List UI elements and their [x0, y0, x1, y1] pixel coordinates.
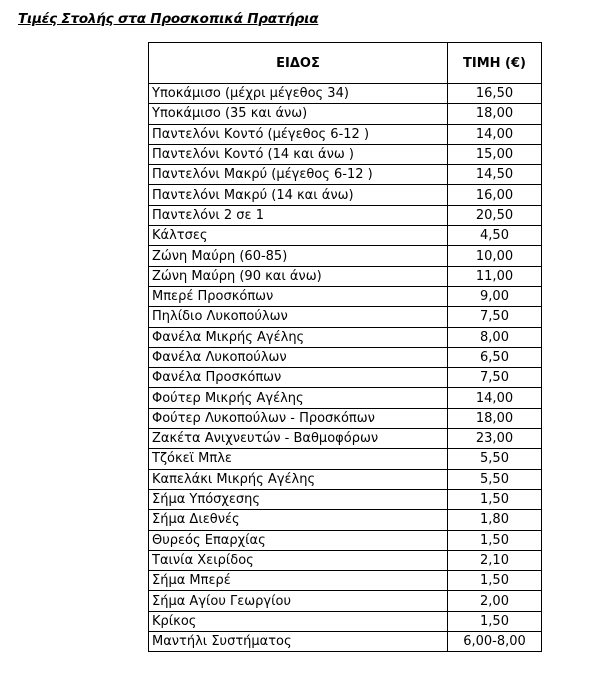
- table-row: [149, 165, 542, 185]
- table-body: [149, 84, 542, 652]
- item-price-cell: 14,50: [448, 165, 542, 185]
- item-name-cell: Υποκάμισο (μέχρι μέγεθος 34): [149, 84, 448, 104]
- item-name-cell: Ζώνη Μαύρη (60-85): [149, 246, 448, 266]
- item-price-cell: 18,00: [448, 408, 542, 428]
- item-name-cell: Παντελόνι Μακρύ (14 και άνω): [149, 185, 448, 205]
- table-row: [149, 368, 542, 388]
- item-price-cell: 14,00: [448, 124, 542, 144]
- item-name-cell: Σήμα Υπόσχεσης: [149, 489, 448, 509]
- table-row: [149, 84, 542, 104]
- item-price-cell: 18,00: [448, 104, 542, 124]
- item-price-cell: 5,50: [448, 449, 542, 469]
- table-row: [149, 530, 542, 550]
- table-row: [149, 632, 542, 652]
- table-row: [149, 388, 542, 408]
- item-name-cell: Σήμα Αγίου Γεωργίου: [149, 591, 448, 611]
- item-name-cell: Παντελόνι Κοντό (14 και άνω ): [149, 144, 448, 164]
- table-row: [149, 550, 542, 570]
- table-row: [149, 429, 542, 449]
- table-row: [149, 327, 542, 347]
- item-price-cell: 9,00: [448, 286, 542, 306]
- item-price-cell: 23,00: [448, 429, 542, 449]
- item-price-cell: 16,00: [448, 185, 542, 205]
- item-price-cell: 14,00: [448, 388, 542, 408]
- item-name-cell: Σήμα Διεθνές: [149, 510, 448, 530]
- item-name-cell: Φούτερ Μικρής Αγέλης: [149, 388, 448, 408]
- item-name-cell: Τζόκεϊ Μπλε: [149, 449, 448, 469]
- item-name-cell: Θυρεός Επαρχίας: [149, 530, 448, 550]
- table-row: [149, 510, 542, 530]
- item-price-cell: 10,00: [448, 246, 542, 266]
- column-header-item: ΕΙΔΟΣ: [149, 43, 448, 84]
- item-price-cell: 1,50: [448, 571, 542, 591]
- item-price-cell: 8,00: [448, 327, 542, 347]
- item-name-cell: Υποκάμισο (35 και άνω): [149, 104, 448, 124]
- item-name-cell: Παντελόνι 2 σε 1: [149, 205, 448, 225]
- item-price-cell: 4,50: [448, 226, 542, 246]
- table-row: [149, 246, 542, 266]
- table-row: [149, 347, 542, 367]
- item-name-cell: Καπελάκι Μικρής Αγέλης: [149, 469, 448, 489]
- item-price-cell: 6,50: [448, 347, 542, 367]
- item-name-cell: Μπερέ Προσκόπων: [149, 286, 448, 306]
- item-price-cell: 15,00: [448, 144, 542, 164]
- price-table: [148, 42, 542, 652]
- item-price-cell: 6,00-8,00: [448, 632, 542, 652]
- table-row: [149, 307, 542, 327]
- item-name-cell: Κρίκος: [149, 611, 448, 631]
- table-row: [149, 408, 542, 428]
- table-row: [149, 611, 542, 631]
- item-price-cell: 5,50: [448, 469, 542, 489]
- item-name-cell: Ζώνη Μαύρη (90 και άνω): [149, 266, 448, 286]
- item-price-cell: 1,50: [448, 530, 542, 550]
- item-name-cell: Παντελόνι Μακρύ (μέγεθος 6-12 ): [149, 165, 448, 185]
- table-row: [149, 489, 542, 509]
- item-price-cell: 7,50: [448, 307, 542, 327]
- item-name-cell: Παντελόνι Κοντό (μέγεθος 6-12 ): [149, 124, 448, 144]
- table-row: [149, 205, 542, 225]
- table-row: [149, 591, 542, 611]
- item-name-cell: Φανέλα Προσκόπων: [149, 368, 448, 388]
- item-price-cell: 1,80: [448, 510, 542, 530]
- item-name-cell: Φούτερ Λυκοπούλων - Προσκόπων: [149, 408, 448, 428]
- table-row: [149, 449, 542, 469]
- item-name-cell: Ζακέτα Ανιχνευτών - Βαθμοφόρων: [149, 429, 448, 449]
- item-price-cell: 7,50: [448, 368, 542, 388]
- item-price-cell: 2,10: [448, 550, 542, 570]
- item-name-cell: Μαντήλι Συστήματος: [149, 632, 448, 652]
- item-price-cell: 1,50: [448, 489, 542, 509]
- item-price-cell: 1,50: [448, 611, 542, 631]
- table-row: [149, 571, 542, 591]
- document-title: Τιμές Στολής στα Προσκοπικά Πρατήρια: [18, 11, 319, 27]
- column-header-price: ΤΙΜΗ (€): [448, 43, 542, 84]
- table-row: [149, 124, 542, 144]
- item-price-cell: 11,00: [448, 266, 542, 286]
- table-row: [149, 286, 542, 306]
- item-price-cell: 20,50: [448, 205, 542, 225]
- table-row: [149, 469, 542, 489]
- table-row: [149, 144, 542, 164]
- item-name-cell: Ταινία Χειρίδος: [149, 550, 448, 570]
- item-name-cell: Φανέλα Λυκοπούλων: [149, 347, 448, 367]
- item-name-cell: Πηλίδιο Λυκοπούλων: [149, 307, 448, 327]
- item-name-cell: Φανέλα Μικρής Αγέλης: [149, 327, 448, 347]
- table-row: [149, 266, 542, 286]
- item-price-cell: 2,00: [448, 591, 542, 611]
- table-row: [149, 104, 542, 124]
- table-header-row: [149, 43, 542, 84]
- item-name-cell: Κάλτσες: [149, 226, 448, 246]
- item-price-cell: 16,50: [448, 84, 542, 104]
- table-row: [149, 226, 542, 246]
- item-name-cell: Σήμα Μπερέ: [149, 571, 448, 591]
- table-row: [149, 185, 542, 205]
